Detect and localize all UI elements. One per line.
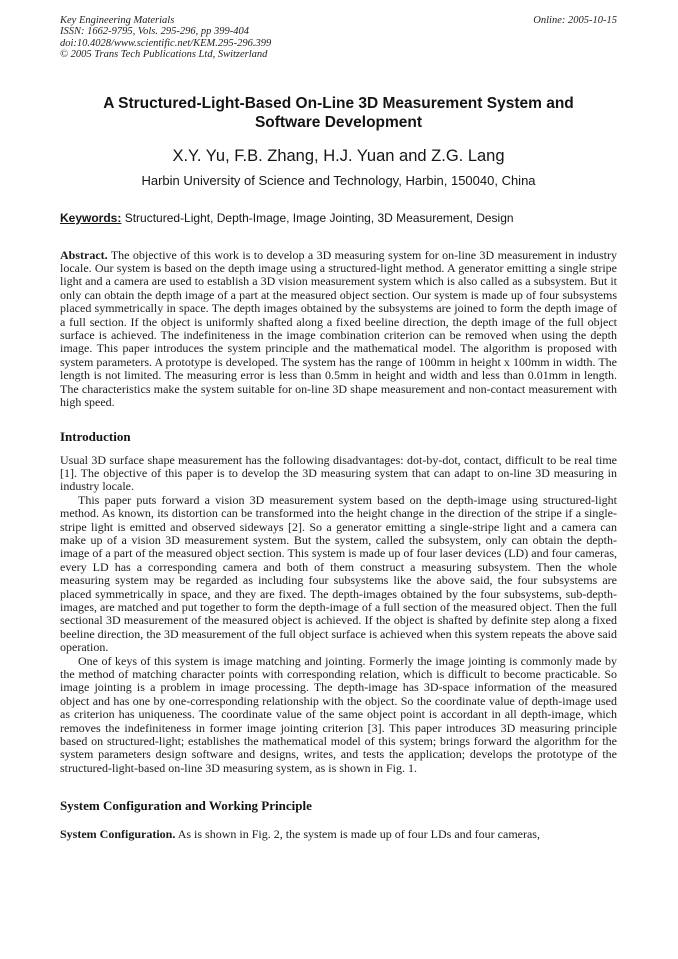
journal-title: Key Engineering Materials	[60, 15, 175, 26]
abstract-text: The objective of this work is to develop a 3D measuring system for on-line 3D measurement in industry locale. Our system is based on the depth image using a structured-light method. A generator emitting a single stripe light and a camera are used to establish a 3D vision measurement system which is also called as a subsystem. But it only can obtain the depth image of a part at the measured object section. Our system is made up of four subsystems placed symmetrically in space. The depth images obtained by the subsystems are joined to form the depth image of a full section. If the object is uniformly shafted along a fixed beeline direction, the depth image of the full object surface is achieved. The indefiniteness in the image combination criterion can be removed when using the depth image. This paper introduces the system principle and the mathematical model. The algorithm is proposed with system parameters. A prototype is developed. The system has the range of 100mm in height x 100mm in width. The length is not limited. The measuring error is less than 0.5mm in height and width and less than 0.01mm in length. The characteristics make the system suitable for on-line 3D shape measurement and non-contact measurement with high speed.	[60, 247, 617, 410]
system-configuration-runin-label: System Configuration.	[60, 827, 176, 842]
introduction-paragraph-2: This paper puts forward a vision 3D measurement system based on the depth-image using structured-light method. As known, its distortion can be transformed into the height change in the direction of the stripe if a single-stripe light is emitted and observed sideways [2]. So a generator emitting a single-stripe light and a camera can make up of a vision 3D measurement system. But the system, called the subsystem, only can obtain the depth-image of a part of the measured object section. This system is made up of four laser devices (LD) and four cameras, every LD has a corresponding camera and both of them construct a measuring subsystem. Then the whole measuring system may be regarded as including four subsystems like the above said, the four subsystems are placed symmetrically in space, and they are fixed. The depth-images obtained by the four subsystems, sub-depth-images, are matched and put together to form the depth-image of a full section of the measured object. Then the full sectional 3D measurement of the measured object is achieved. If the object is shafted by definite step along a fixed beeline direction, the 3D measurement of the full object surface is achieved when this system repeats the above said operation.	[60, 492, 617, 655]
journal-issn-line: ISSN: 1662-9795, Vols. 295-296, pp 399-404	[60, 26, 249, 38]
authors-line: X.Y. Yu, F.B. Zhang, H.J. Yuan and Z.G. Lang	[172, 146, 505, 165]
paper-title: A Structured-Light-Based On-Line 3D Measurement System and Software Development	[103, 94, 574, 131]
keywords-label: Keywords:	[60, 210, 122, 225]
system-configuration-text: As is shown in Fig. 2, the system is made up of four LDs and four cameras,	[177, 827, 540, 842]
system-configuration-paragraph	[60, 828, 617, 841]
affiliation-line: Harbin University of Science and Technology, Harbin, 150040, China	[141, 172, 536, 188]
section-heading-system-configuration: System Configuration and Working Principle	[60, 798, 312, 814]
journal-doi-line: doi:10.4028/www.scientific.net/KEM.295-296.399	[60, 37, 272, 49]
online-date: Online: 2005-10-15	[533, 15, 617, 26]
keywords-text: Structured-Light, Depth-Image, Image Jointing, 3D Measurement, Design	[124, 210, 514, 225]
journal-copyright-line: © 2005 Trans Tech Publications Ltd, Switzerland	[60, 49, 268, 61]
keywords-line	[60, 211, 617, 225]
introduction-paragraph-1: Usual 3D surface shape measurement has the following disadvantages: dot-by-dot, contact, difficult to be real time [1]. The objective of this paper is to develop the 3D measuring system that can adapt to on-line 3D measuring in industry locale.	[60, 452, 617, 494]
section-heading-introduction: Introduction	[60, 428, 131, 444]
introduction-paragraph-3: One of keys of this system is image matching and jointing. Formerly the image jointing is commonly made by the method of matching character points with corresponding relation, which is difficult to become practicable. So image jointing is a problem in image processing. The depth-image has 3D-space information of the measured object and has one by one-corresponding relationship with the object. So the coordinate value of depth-image used as criterion has uniqueness. The coordinate value of the same object point is accordant in all depth-image, which removes the indefiniteness in former image jointing criterion [3]. This paper introduces 3D measuring principle based on structured-light; establishes the mathematical model of this system; brings forward the algorithm for the system parameters design software and designs, writes, and tests the application; develops the prototype of the structured-light-based on-line 3D measuring system, as is shown in Fig. 1.	[60, 653, 617, 775]
abstract-paragraph	[60, 249, 617, 410]
journal-header	[60, 15, 617, 61]
abstract-label: Abstract.	[60, 247, 108, 262]
journal-meta	[60, 15, 271, 61]
